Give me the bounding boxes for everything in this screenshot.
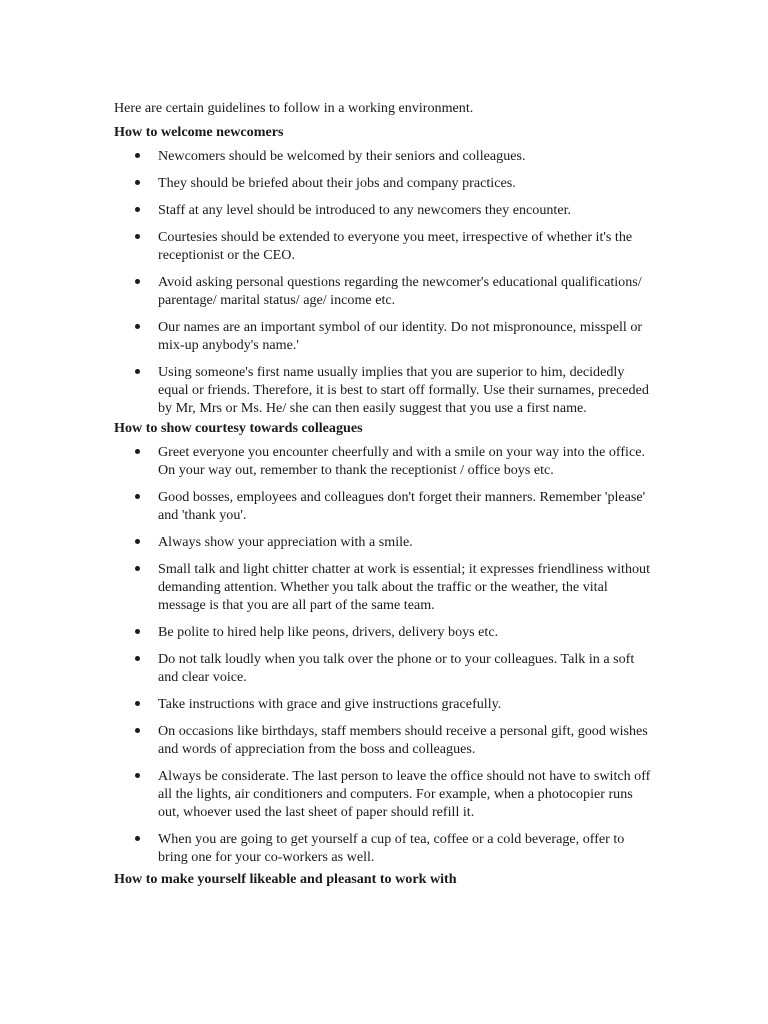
bullet-list [114, 147, 654, 417]
document-page [114, 99, 654, 894]
bullet-icon [135, 207, 140, 212]
list-item [114, 560, 654, 614]
bullet-icon [135, 629, 140, 634]
bullet-icon [135, 728, 140, 733]
list-item [114, 767, 654, 821]
bullet-icon [135, 773, 140, 778]
list-item [114, 443, 654, 479]
section-welcome-newcomers [114, 123, 654, 417]
bullet-icon [135, 369, 140, 374]
bullet-icon [135, 701, 140, 706]
bullet-list [114, 443, 654, 866]
list-item-text: Greet everyone you encounter cheerfully and with a smile on your way into the office. On your way out, remember to thank the receptionist / office boys etc. [158, 444, 645, 478]
list-item-text: Always show your appreciation with a smile. [158, 534, 413, 550]
list-item [114, 722, 654, 758]
bullet-icon [135, 494, 140, 499]
list-item-text: Be polite to hired help like peons, drivers, delivery boys etc. [158, 624, 499, 640]
bullet-icon [135, 449, 140, 454]
section-heading: How to make yourself likeable and pleasant to work with [114, 871, 457, 887]
list-item-text: Courtesies should be extended to everyone you meet, irrespective of whether it's the receptionist or the CEO. [158, 229, 633, 263]
bullet-icon [135, 279, 140, 284]
list-item-text: Always be considerate. The last person to leave the office should not have to switch off all the lights, air conditioners and computers. For example, when a photocopier runs out, whoever used the last sheet of paper should refill it. [158, 768, 651, 820]
bullet-icon [135, 656, 140, 661]
bullet-icon [135, 234, 140, 239]
list-item [114, 147, 654, 165]
list-item-text: Newcomers should be welcomed by their seniors and colleagues. [158, 148, 526, 164]
list-item [114, 533, 654, 551]
list-item [114, 488, 654, 524]
list-item-text: Do not talk loudly when you talk over the phone or to your colleagues. Talk in a soft and clear voice. [158, 651, 635, 685]
section-courtesy-colleagues [114, 419, 654, 866]
section-heading: How to show courtesy towards colleagues [114, 420, 363, 436]
list-item [114, 623, 654, 641]
bullet-icon [135, 180, 140, 185]
list-item-text: Small talk and light chitter chatter at work is essential; it expresses friendliness without demanding attention. Whether you talk about the traffic or the weather, the vital message is that you are all part of the same team. [158, 561, 650, 613]
list-item-text: When you are going to get yourself a cup of tea, coffee or a cold beverage, offer to bring one for your co-workers as well. [158, 831, 625, 865]
list-item [114, 174, 654, 192]
bullet-icon [135, 566, 140, 571]
list-item-text: Good bosses, employees and colleagues don't forget their manners. Remember 'please' and 'thank you'. [158, 489, 646, 523]
list-item [114, 273, 654, 309]
intro-text: Here are certain guidelines to follow in a working environment. [114, 100, 474, 116]
list-item [114, 201, 654, 219]
list-item-text: Staff at any level should be introduced to any newcomers they encounter. [158, 202, 572, 218]
list-item [114, 695, 654, 713]
list-item [114, 318, 654, 354]
bullet-icon [135, 836, 140, 841]
list-item-text: Our names are an important symbol of our identity. Do not mispronounce, misspell or mix-up anybody's name.' [158, 319, 643, 353]
list-item-text: Using someone's first name usually implies that you are superior to him, decidedly equal or friends. Therefore, it is best to start off formally. Use their surnames, preceded by Mr, Mrs or Ms. He/ she can then easily suggest that you use a first name. [158, 364, 649, 416]
list-item-text: Avoid asking personal questions regarding the newcomer's educational qualifications/ parentage/ marital status/ age/ income etc. [158, 274, 642, 308]
list-item-text: On occasions like birthdays, staff members should receive a personal gift, good wishes and words of appreciation from the boss and colleagues. [158, 723, 648, 757]
bullet-icon [135, 324, 140, 329]
bullet-icon [135, 153, 140, 158]
list-item [114, 830, 654, 866]
list-item [114, 228, 654, 264]
list-item [114, 363, 654, 417]
section-heading: How to welcome newcomers [114, 124, 284, 140]
section-likeable-pleasant [114, 870, 654, 888]
list-item-text: They should be briefed about their jobs and company practices. [158, 175, 516, 191]
list-item-text: Take instructions with grace and give instructions gracefully. [158, 696, 502, 712]
list-item [114, 650, 654, 686]
bullet-icon [135, 539, 140, 544]
